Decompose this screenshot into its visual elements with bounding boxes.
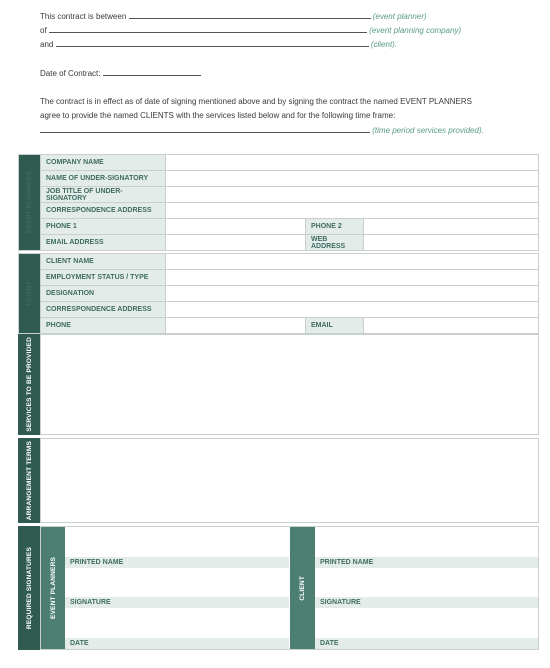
event-planning-company-field[interactable] bbox=[49, 25, 367, 33]
under-signatory-label: NAME OF UNDER-SIGNATORY bbox=[41, 171, 166, 187]
date-of-contract-field[interactable] bbox=[103, 68, 201, 76]
email-address-field[interactable] bbox=[166, 235, 306, 251]
phone1-field[interactable] bbox=[166, 219, 306, 235]
planner-date-field[interactable] bbox=[65, 608, 289, 638]
planner-address-label: CORRESPONDENCE ADDRESS bbox=[41, 203, 166, 219]
planner-printed-name-field[interactable] bbox=[65, 527, 289, 557]
designation-label: DESIGNATION bbox=[41, 286, 166, 302]
phone2-field[interactable] bbox=[364, 219, 539, 235]
phone2-label: PHONE 2 bbox=[306, 219, 364, 235]
client-name-label: CLIENT NAME bbox=[41, 254, 166, 270]
client-signature-field[interactable] bbox=[315, 568, 538, 597]
phone1-label: PHONE 1 bbox=[41, 219, 166, 235]
time-period-field[interactable] bbox=[40, 125, 370, 133]
web-address-field[interactable] bbox=[364, 235, 539, 251]
company-name-field[interactable] bbox=[166, 155, 539, 171]
terms-paragraph-line-1: The contract is in effect as of date of signing mentioned above and by signing the contract the named EVENT PLANNERS bbox=[40, 97, 472, 106]
client-date-field[interactable] bbox=[315, 608, 538, 638]
client-phone-label: PHONE bbox=[41, 318, 166, 334]
client-email-field[interactable] bbox=[364, 318, 539, 334]
event-planner-field[interactable] bbox=[129, 11, 371, 19]
signature-planners-sidebar: EVENT PLANNERS bbox=[41, 527, 65, 649]
web-address-label: WEB ADDRESS bbox=[306, 235, 364, 251]
email-address-label: EMAIL ADDRESS bbox=[41, 235, 166, 251]
intro-line-1: This contract is between (event planner) bbox=[40, 12, 427, 21]
client-printed-name-label: PRINTED NAME bbox=[315, 557, 538, 568]
planner-date-label: DATE bbox=[65, 638, 289, 649]
terms-paragraph-line-3: (time period services provided). bbox=[40, 125, 484, 135]
planner-signature-label: SIGNATURE bbox=[65, 597, 289, 608]
employment-field[interactable] bbox=[166, 270, 539, 286]
client-name-field[interactable] bbox=[166, 254, 539, 270]
signature-client-sidebar: CLIENT bbox=[290, 527, 315, 649]
client-address-field[interactable] bbox=[166, 302, 539, 318]
designation-field[interactable] bbox=[166, 286, 539, 302]
under-signatory-field[interactable] bbox=[166, 171, 539, 187]
client-printed-name-field[interactable] bbox=[315, 527, 538, 557]
client-sidebar: CLIENT bbox=[19, 254, 41, 334]
planner-signature-field[interactable] bbox=[65, 568, 289, 597]
event-planners-sidebar: EVENT PLANNERS bbox=[19, 155, 41, 251]
intro-line-3: and (client). bbox=[40, 40, 398, 49]
event-planners-table bbox=[18, 154, 539, 251]
client-email-label: EMAIL bbox=[306, 318, 364, 334]
client-field[interactable] bbox=[56, 39, 369, 47]
services-sidebar: SERVICES TO BE PROVIDED bbox=[18, 334, 40, 435]
signatures-sidebar: REQUIRED SIGNATURES bbox=[18, 526, 40, 650]
planner-printed-name-label: PRINTED NAME bbox=[65, 557, 289, 568]
terms-paragraph-line-2: agree to provide the named CLIENTS with the services listed below and for the following time frame: bbox=[40, 111, 396, 120]
arrangement-sidebar: ARRANGEMENT TERMS bbox=[18, 438, 40, 523]
employment-label: EMPLOYMENT STATUS / TYPE bbox=[41, 270, 166, 286]
client-phone-field[interactable] bbox=[166, 318, 306, 334]
client-date-label: DATE bbox=[315, 638, 538, 649]
intro-line-2: of (event planning company) bbox=[40, 26, 462, 35]
job-title-field[interactable] bbox=[166, 187, 539, 203]
company-name-label: COMPANY NAME bbox=[41, 155, 166, 171]
job-title-label: JOB TITLE OF UNDER-SIGNATORY bbox=[41, 187, 166, 203]
date-of-contract: Date of Contract: bbox=[40, 68, 201, 78]
services-field[interactable] bbox=[40, 334, 539, 435]
client-signature-label: SIGNATURE bbox=[315, 597, 538, 608]
client-table bbox=[18, 253, 539, 334]
planner-address-field[interactable] bbox=[166, 203, 539, 219]
arrangement-field[interactable] bbox=[40, 438, 539, 523]
client-address-label: CORRESPONDENCE ADDRESS bbox=[41, 302, 166, 318]
